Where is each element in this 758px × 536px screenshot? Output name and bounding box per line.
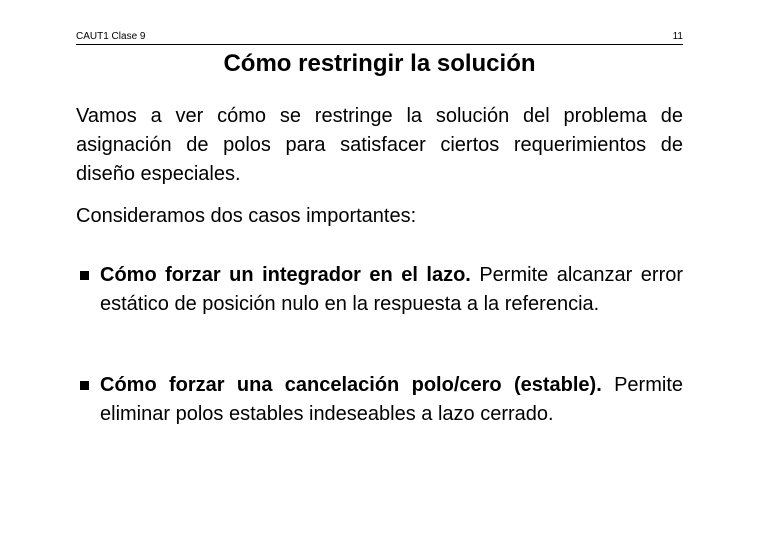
square-bullet-icon <box>80 381 89 390</box>
bullet-body <box>100 371 683 429</box>
bullet-item-cancellation <box>76 371 683 429</box>
slide-header <box>76 30 683 44</box>
bullet-text: Permite alcanzar error estático de posición nulo en la respuesta a la referencia. <box>100 264 684 315</box>
header-divider <box>76 44 683 45</box>
intro-paragraph: Vamos a ver cómo se restringe la solución del problema de asignación de polos para satisfacer ciertos requerimientos de diseño especiales. <box>76 105 683 185</box>
slide-title: Cómo restringir la solución <box>223 50 536 77</box>
bullet-item-integrator <box>76 261 683 319</box>
bullet-heading: Cómo forzar un integrador en el lazo. <box>100 264 471 286</box>
bullet-text: Permite eliminar polos estables indeseables a lazo cerrado. <box>100 374 683 425</box>
bullet-heading: Cómo forzar una cancelación polo/cero (estable). <box>100 374 602 396</box>
course-label: CAUT1 Clase 9 <box>76 31 146 42</box>
cases-intro-paragraph: Consideramos dos casos importantes: <box>76 205 417 227</box>
square-bullet-icon <box>80 271 89 280</box>
bullet-body <box>100 261 683 319</box>
page-number: 11 <box>672 31 683 42</box>
